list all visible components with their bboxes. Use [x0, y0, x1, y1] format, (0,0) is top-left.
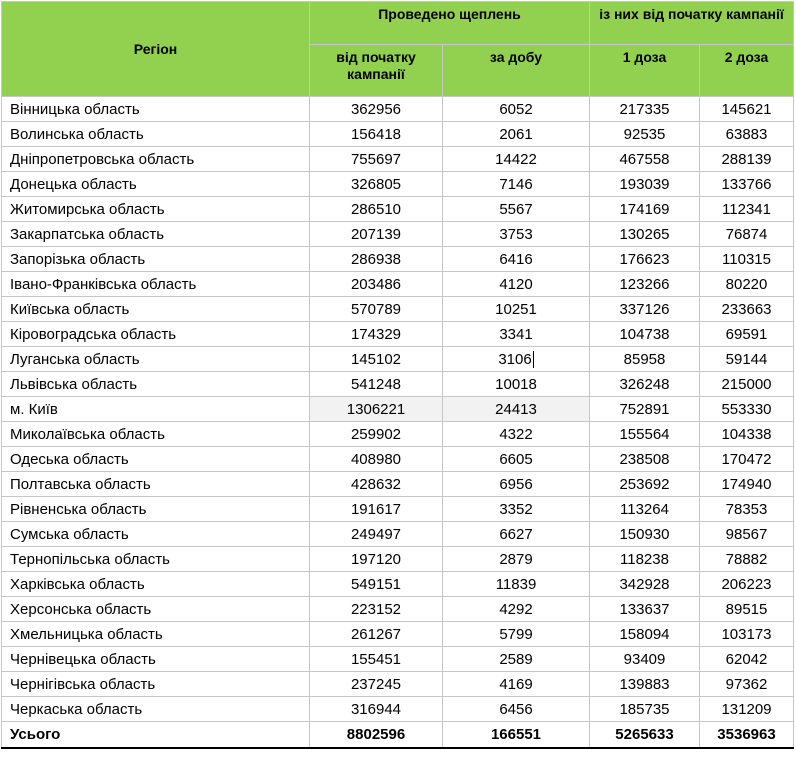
dose-2-cell[interactable]: 288139: [700, 147, 794, 172]
region-cell[interactable]: Львівська область: [2, 372, 310, 397]
since-start-cell[interactable]: 145102: [310, 347, 443, 372]
editing-cell-text[interactable]: 3106: [498, 350, 532, 368]
dose-1-cell[interactable]: 326248: [590, 372, 700, 397]
per-day-cell[interactable]: 6416: [443, 247, 590, 272]
since-start-cell[interactable]: 223152: [310, 597, 443, 622]
since-start-cell[interactable]: 207139: [310, 222, 443, 247]
dose-2-cell[interactable]: 170472: [700, 447, 794, 472]
table-row: [2, 122, 794, 147]
per-day-cell[interactable]: 7146: [443, 172, 590, 197]
table-row: [2, 647, 794, 672]
dose-1-cell[interactable]: 92535: [590, 122, 700, 147]
since-start-cell[interactable]: 261267: [310, 622, 443, 647]
region-cell[interactable]: Донецька область: [2, 172, 310, 197]
dose-2-cell[interactable]: 174940: [700, 472, 794, 497]
dose-2-cell[interactable]: 215000: [700, 372, 794, 397]
since-start-cell[interactable]: 326805: [310, 172, 443, 197]
since-start-cell[interactable]: 428632: [310, 472, 443, 497]
dose-2-cell[interactable]: 233663: [700, 297, 794, 322]
region-cell[interactable]: Сумська область: [2, 522, 310, 547]
dose-2-cell[interactable]: 98567: [700, 522, 794, 547]
table-row: [2, 597, 794, 622]
dose-1-cell[interactable]: 85958: [590, 347, 700, 372]
header-dose-2[interactable]: 2 доза: [700, 45, 794, 97]
region-cell[interactable]: Волинська область: [2, 122, 310, 147]
total-region-cell[interactable]: Усього: [2, 722, 310, 749]
header-since-start[interactable]: від початку кампанії: [310, 45, 443, 97]
dose-1-cell[interactable]: 155564: [590, 422, 700, 447]
per-day-cell[interactable]: 6052: [443, 97, 590, 122]
since-start-cell[interactable]: 249497: [310, 522, 443, 547]
region-cell[interactable]: Дніпропетровська область: [2, 147, 310, 172]
dose-2-cell[interactable]: 145621: [700, 97, 794, 122]
dose-2-cell[interactable]: 131209: [700, 697, 794, 722]
dose-2-cell[interactable]: 112341: [700, 197, 794, 222]
since-start-cell[interactable]: 191617: [310, 497, 443, 522]
dose-1-cell[interactable]: 133637: [590, 597, 700, 622]
since-start-cell[interactable]: 316944: [310, 697, 443, 722]
table-row: [2, 422, 794, 447]
total-row: [2, 722, 794, 749]
region-cell[interactable]: Вінницька область: [2, 97, 310, 122]
region-cell[interactable]: Харківська область: [2, 572, 310, 597]
region-cell[interactable]: Хмельницька область: [2, 622, 310, 647]
since-start-cell[interactable]: 155451: [310, 647, 443, 672]
header-vaccinations-group[interactable]: Проведено щеплень: [310, 2, 590, 45]
header-of-them-group[interactable]: із них від початку кампанії: [590, 2, 794, 45]
dose-2-cell[interactable]: 97362: [700, 672, 794, 697]
table-row: [2, 447, 794, 472]
since-start-cell[interactable]: 541248: [310, 372, 443, 397]
per-day-cell[interactable]: 24413: [443, 397, 590, 422]
header-per-day[interactable]: за добу: [443, 45, 590, 97]
region-cell[interactable]: Херсонська область: [2, 597, 310, 622]
region-cell[interactable]: Чернігівська область: [2, 672, 310, 697]
table-row: [2, 697, 794, 722]
dose-2-cell[interactable]: 59144: [700, 347, 794, 372]
since-start-cell[interactable]: 156418: [310, 122, 443, 147]
dose-2-cell[interactable]: 69591: [700, 322, 794, 347]
vaccination-table: [1, 1, 794, 749]
dose-1-cell[interactable]: 113264: [590, 497, 700, 522]
dose-1-cell[interactable]: 193039: [590, 172, 700, 197]
per-day-cell[interactable]: 6605: [443, 447, 590, 472]
total-dose-2-cell[interactable]: 3536963: [700, 722, 794, 749]
dose-1-cell[interactable]: 118238: [590, 547, 700, 572]
per-day-cell[interactable]: 11839: [443, 572, 590, 597]
table-header: [2, 2, 794, 97]
dose-1-cell[interactable]: 174169: [590, 197, 700, 222]
table-row: [2, 272, 794, 297]
dose-1-cell[interactable]: 123266: [590, 272, 700, 297]
per-day-cell[interactable]: 6456: [443, 697, 590, 722]
per-day-cell[interactable]: 6956: [443, 472, 590, 497]
dose-1-cell[interactable]: 342928: [590, 572, 700, 597]
dose-1-cell[interactable]: 139883: [590, 672, 700, 697]
table-row: [2, 322, 794, 347]
table-row: [2, 547, 794, 572]
since-start-cell[interactable]: 259902: [310, 422, 443, 447]
per-day-cell[interactable]: 5567: [443, 197, 590, 222]
table-row: [2, 172, 794, 197]
since-start-cell[interactable]: 286510: [310, 197, 443, 222]
dose-2-cell[interactable]: 76874: [700, 222, 794, 247]
dose-2-cell[interactable]: 104338: [700, 422, 794, 447]
per-day-cell[interactable]: 10018: [443, 372, 590, 397]
region-cell[interactable]: Тернопільська область: [2, 547, 310, 572]
table-row: [2, 247, 794, 272]
per-day-cell[interactable]: 2589: [443, 647, 590, 672]
table-row: [2, 347, 794, 372]
per-day-cell[interactable]: 5799: [443, 622, 590, 647]
region-cell[interactable]: Київська область: [2, 297, 310, 322]
since-start-cell[interactable]: 286938: [310, 247, 443, 272]
region-cell[interactable]: Івано-Франківська область: [2, 272, 310, 297]
region-cell[interactable]: Закарпатська область: [2, 222, 310, 247]
dose-1-cell[interactable]: 337126: [590, 297, 700, 322]
per-day-cell[interactable]: 2061: [443, 122, 590, 147]
dose-2-cell[interactable]: 133766: [700, 172, 794, 197]
dose-1-cell[interactable]: 158094: [590, 622, 700, 647]
per-day-cell[interactable]: 4292: [443, 597, 590, 622]
dose-1-cell[interactable]: 752891: [590, 397, 700, 422]
table-row: [2, 147, 794, 172]
dose-2-cell[interactable]: 206223: [700, 572, 794, 597]
region-cell[interactable]: Полтавська область: [2, 472, 310, 497]
dose-2-cell[interactable]: 103173: [700, 622, 794, 647]
per-day-cell[interactable]: 3753: [443, 222, 590, 247]
dose-1-cell[interactable]: 185735: [590, 697, 700, 722]
since-start-cell[interactable]: 203486: [310, 272, 443, 297]
region-cell[interactable]: Луганська область: [2, 347, 310, 372]
dose-1-cell[interactable]: 130265: [590, 222, 700, 247]
per-day-cell[interactable]: [443, 347, 590, 372]
region-cell[interactable]: Запорізька область: [2, 247, 310, 272]
per-day-cell[interactable]: 10251: [443, 297, 590, 322]
dose-2-cell[interactable]: 78882: [700, 547, 794, 572]
dose-2-cell[interactable]: 80220: [700, 272, 794, 297]
region-cell[interactable]: м. Київ: [2, 397, 310, 422]
per-day-cell[interactable]: 2879: [443, 547, 590, 572]
since-start-cell[interactable]: 174329: [310, 322, 443, 347]
since-start-cell[interactable]: 1306221: [310, 397, 443, 422]
table-body: [2, 97, 794, 749]
dose-2-cell[interactable]: 110315: [700, 247, 794, 272]
since-start-cell[interactable]: 237245: [310, 672, 443, 697]
region-cell[interactable]: Чернівецька область: [2, 647, 310, 672]
since-start-cell[interactable]: 362956: [310, 97, 443, 122]
per-day-cell[interactable]: 4169: [443, 672, 590, 697]
per-day-cell[interactable]: 6627: [443, 522, 590, 547]
table-row: [2, 572, 794, 597]
table-row: [2, 372, 794, 397]
table-row: [2, 97, 794, 122]
table-row: [2, 622, 794, 647]
region-cell[interactable]: Житомирська область: [2, 197, 310, 222]
since-start-cell[interactable]: 408980: [310, 447, 443, 472]
table-row: [2, 297, 794, 322]
total-dose-1-cell[interactable]: 5265633: [590, 722, 700, 749]
dose-1-cell[interactable]: 467558: [590, 147, 700, 172]
table-row: [2, 222, 794, 247]
dose-2-cell[interactable]: 63883: [700, 122, 794, 147]
table-row: [2, 197, 794, 222]
table-row: [2, 472, 794, 497]
region-cell[interactable]: Одеська область: [2, 447, 310, 472]
dose-1-cell[interactable]: 150930: [590, 522, 700, 547]
header-region[interactable]: Регіон: [2, 2, 310, 97]
total-per-day-cell[interactable]: 166551: [443, 722, 590, 749]
since-start-cell[interactable]: 197120: [310, 547, 443, 572]
dose-1-cell[interactable]: 104738: [590, 322, 700, 347]
table-row: [2, 497, 794, 522]
dose-1-cell[interactable]: 253692: [590, 472, 700, 497]
region-cell[interactable]: Черкаська область: [2, 697, 310, 722]
since-start-cell[interactable]: 570789: [310, 297, 443, 322]
dose-2-cell[interactable]: 78353: [700, 497, 794, 522]
region-cell[interactable]: Миколаївська область: [2, 422, 310, 447]
table-row: [2, 672, 794, 697]
total-since-start-cell[interactable]: 8802596: [310, 722, 443, 749]
dose-2-cell[interactable]: 89515: [700, 597, 794, 622]
per-day-cell[interactable]: 3352: [443, 497, 590, 522]
region-cell[interactable]: Кіровоградська область: [2, 322, 310, 347]
table-row: [2, 397, 794, 422]
dose-1-cell[interactable]: 93409: [590, 647, 700, 672]
dose-2-cell[interactable]: 62042: [700, 647, 794, 672]
per-day-cell[interactable]: 4322: [443, 422, 590, 447]
dose-1-cell[interactable]: 238508: [590, 447, 700, 472]
per-day-cell[interactable]: 4120: [443, 272, 590, 297]
per-day-cell[interactable]: 3341: [443, 322, 590, 347]
since-start-cell[interactable]: 549151: [310, 572, 443, 597]
dose-2-cell[interactable]: 553330: [700, 397, 794, 422]
region-cell[interactable]: Рівненська область: [2, 497, 310, 522]
dose-1-cell[interactable]: 176623: [590, 247, 700, 272]
per-day-cell[interactable]: 14422: [443, 147, 590, 172]
dose-1-cell[interactable]: 217335: [590, 97, 700, 122]
header-dose-1[interactable]: 1 доза: [590, 45, 700, 97]
since-start-cell[interactable]: 755697: [310, 147, 443, 172]
table-row: [2, 522, 794, 547]
